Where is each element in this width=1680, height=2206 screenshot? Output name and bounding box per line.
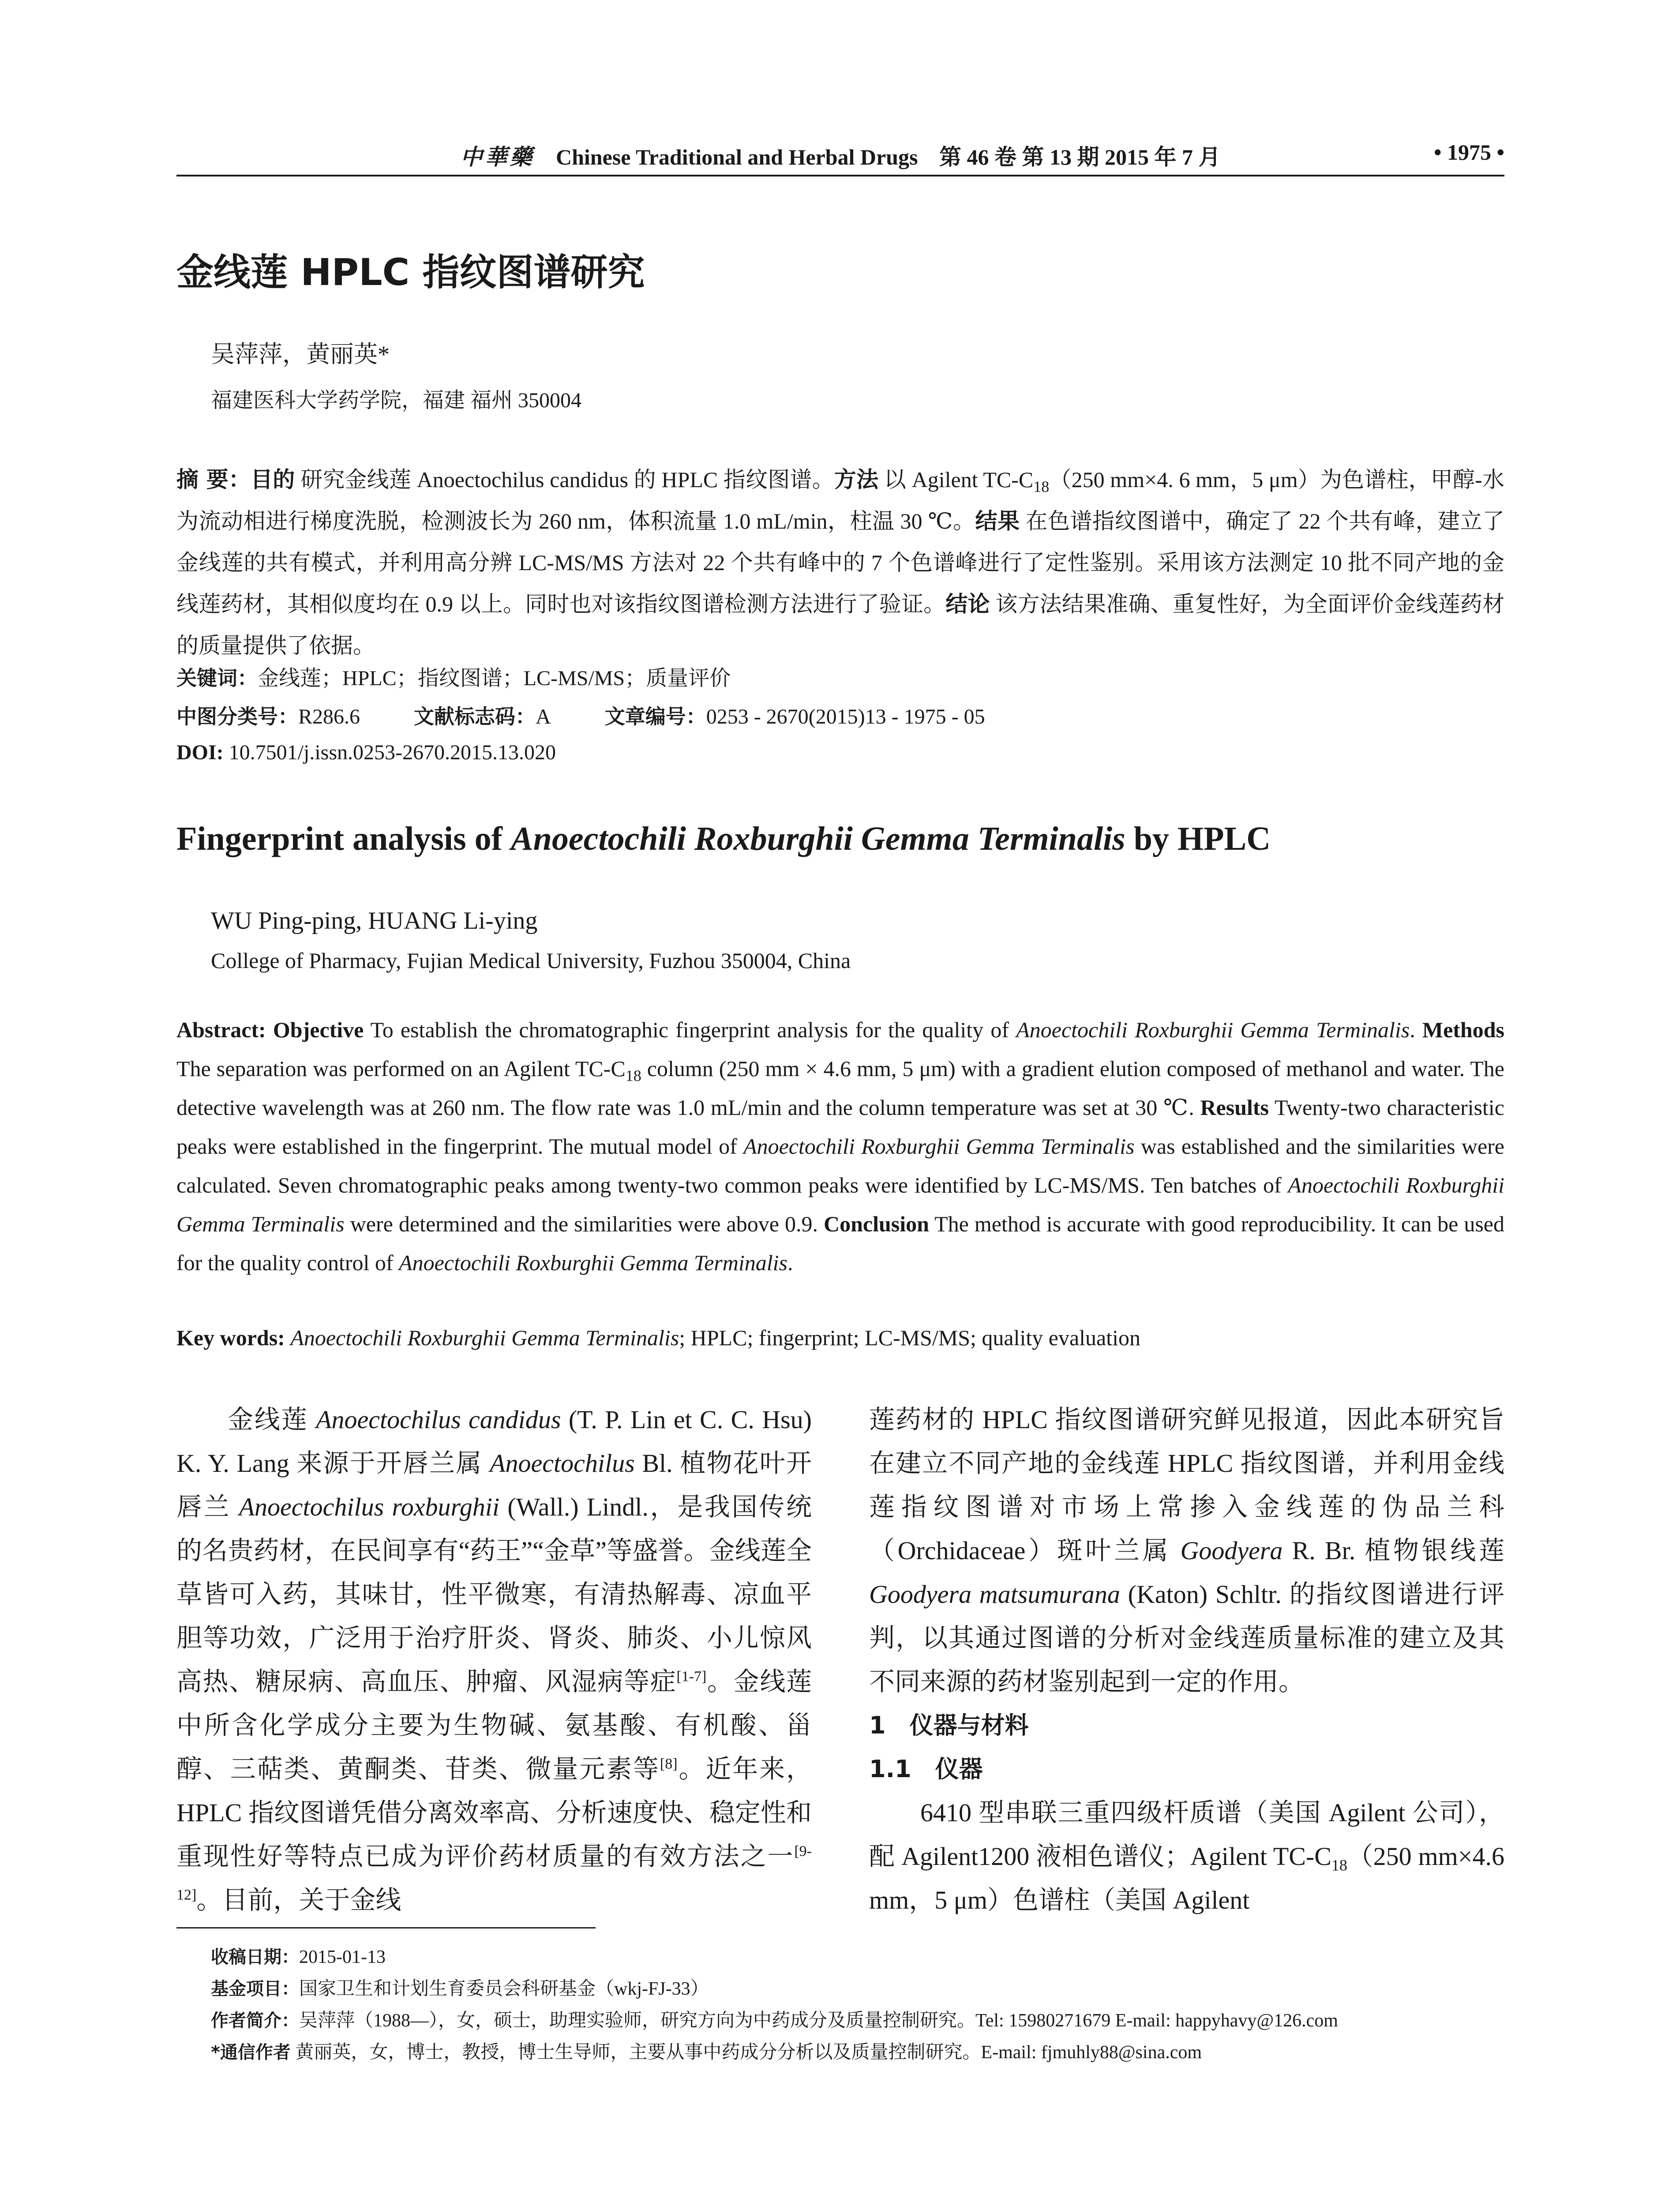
classification-line: [176, 701, 1504, 730]
affiliation-cn: 福建医科大学药学院，福建 福州 350004: [211, 389, 582, 412]
title-en-species: Anoectochili Roxburghii Gemma Terminalis: [510, 820, 1125, 857]
conclusion-label-en: Conclusion: [823, 1212, 929, 1236]
objective-text-en: To establish the chromatographic fingerprint analysis for the quality of: [364, 1017, 1016, 1042]
species-name-en-3: Anoectochili Roxburghii Gemma Terminalis: [176, 1173, 1504, 1236]
species-name-en-2: Anoectochili Roxburghii Gemma Terminalis: [743, 1134, 1135, 1159]
keyword-species-en: Anoectochili Roxburghii Gemma Terminalis: [290, 1325, 679, 1350]
methods-text-en-1: The separation was performed on an Agilent TC-C: [176, 1056, 626, 1081]
instruments-text-2: （250 mm×4.6 mm，5 μm）色谱柱（美国 Agilent: [869, 1842, 1504, 1914]
body-column-left: [176, 1398, 812, 1922]
methods-text-cn-2: （250 mm×4. 6 mm，5 μm）为色谱柱，甲醇-水为流动相进行梯度洗脱，检测波长为 260 nm，体积流量 1.0 mL/min，柱温 30 ℃。: [176, 467, 1504, 533]
footnote-fund: [211, 1973, 1508, 2005]
corresponding-text: 黄丽英，女，博士，教授，博士生导师，主要从事中药成分分析以及质量控制研究。E-mail: fjmuhly88@sina.com: [290, 2042, 1202, 2063]
journal-logo-cn: 中華藥: [460, 145, 535, 169]
footnote-received: [211, 1941, 1508, 1973]
keywords-line-cn: [176, 661, 1504, 691]
abstract-en: Abstract: Objective To establish the chromatographic fingerprint analysis for the quality of Anoectochili Roxburghii Gemma Terminalis. Methods The separation was performed on an Agilent $TC-C_{18}$ column (250 mm × 4.6 mm, 5 μm) with a gradient elution composed of methanol and water. The detective wavelength was at 260 nm. The flow rate was 1.0 mL/min and the column temperature was set at 30 ℃. Results Twenty-two characteristic peaks were established in the fingerprint. The mutual model of Anoectochili Roxburghii Gemma Terminalis was established and the similarities were calculated. Seven chromatographic peaks among twenty-two common peaks were identified by LC-MS/MS. Ten batches of Anoectochili Roxburghii Gemma Terminalis were determined and the similarities were above 0.9. Conclusion The method is accurate with good reproducibility. It can be used for the quality control of Anoectochili Roxburghii Gemma Terminalis.: [176, 1017, 1504, 1275]
results-text-en-3: were determined and the similarities were above 0.9.: [344, 1212, 824, 1236]
footnote-divider: [176, 1927, 596, 1928]
issue-info: 第 46 卷 第 13 期 2015 年 7 月: [939, 145, 1221, 169]
genus-goodyera: Goodyera: [1180, 1536, 1283, 1565]
page-number: • 1975 •: [1433, 140, 1504, 165]
clc-value: R286.6: [298, 705, 360, 728]
intro-continuation: [869, 1398, 1504, 1703]
doc-code-item: [414, 701, 551, 730]
objective-label-cn: 目的: [251, 467, 295, 492]
results-text-cn: 在色谱指纹图谱中，确定了 22 个共有峰，建立了金线莲的共有模式，并利用高分辨 LC-MS/MS 方法对 22 个共有峰中的 7 个色谱峰进行了定性鉴别。采用该方法测定 10 批不同产地的金线莲药材，其相似度均在 0.9 以上。同时也对该指纹图谱检测方法进行了验证。: [176, 509, 1505, 616]
doc-code-value: A: [536, 705, 551, 728]
intro-text-1: 金线莲: [228, 1405, 316, 1434]
received-label: 收稿日期：: [211, 1947, 299, 1967]
methods-text-cn-1: 以 Agilent TC-C: [878, 467, 1034, 492]
authors-en: WU Ping-ping, HUANG Li-ying: [211, 907, 538, 934]
methods-text-en-2: column (250 mm × 4.6 mm, 5 μm) with a gradient elution composed of methanol and water. The detective wavelength was at 260 nm. The flow rate was 1.0 mL/min and the column temperature was set at 30 ℃.: [176, 1056, 1504, 1120]
keywords-rest-en: ; HPLC; fingerprint; LC-MS/MS; quality evaluation: [679, 1325, 1141, 1350]
fund-text: 国家卫生和计划生育委员会科研基金（wkj-FJ-33）: [299, 1979, 709, 1999]
keywords-line-en: [176, 1325, 1504, 1351]
methods-label-en: Methods: [1422, 1017, 1504, 1042]
species-name-en: Anoectochili Roxburghii Gemma Terminalis: [1016, 1017, 1410, 1042]
doi-label: DOI:: [176, 741, 224, 764]
instruments-subscript: 18: [1331, 1856, 1347, 1874]
title-en-part-1: Fingerprint analysis of: [176, 820, 511, 857]
keywords-cn: 金线莲；HPLC；指纹图谱；LC-MS/MS；质量评价: [258, 667, 731, 690]
abstract-label-cn: 摘 要：: [176, 467, 251, 492]
keywords-label-cn: 关键词：: [176, 666, 258, 690]
conclusion-label-cn: 结论: [945, 591, 990, 617]
keywords-label-en: Key words:: [176, 1325, 285, 1350]
instruments-paragraph: [869, 1791, 1504, 1922]
species-anoectochilus-roxburghii: Anoectochilus roxburghii: [239, 1493, 500, 1521]
intro-cont-text-1: 莲药材的 HPLC 指纹图谱研究鲜见报道，因此本研究旨在建立不同产地的金线莲 HPLC 指纹图谱，并利用金线莲指纹图谱对市场上常掺入金线莲的伪品兰科（Orchidaceae）斑叶兰属: [869, 1405, 1504, 1565]
species-name-en-4: Anoectochili Roxburghii Gemma Terminalis: [399, 1250, 788, 1275]
article-number-label: 文章编号：: [604, 705, 706, 728]
results-label-cn: 结果: [975, 508, 1020, 534]
conclusion-text-en: The method is accurate with good reproducibility. It can be used for the quality control of: [176, 1212, 1504, 1275]
fund-label: 基金项目：: [211, 1979, 299, 1999]
methods-label-cn: 方法: [834, 467, 879, 492]
intro-cont-text-3: (Katon) Schltr. 的指纹图谱进行评判，以其通过图谱的分析对金线莲质量标准的建立及其不同来源的药材鉴别起到一定的作用。: [869, 1580, 1504, 1696]
doi-line: [176, 740, 1504, 765]
corresponding-label: *通信作者: [211, 2042, 291, 2063]
conclusion-text-cn: 该方法结果准确、重复性好，为全面评价金线莲药材的质量提供了依据。: [176, 592, 1505, 658]
results-label-en: Results: [1200, 1095, 1269, 1120]
clc-item: [176, 701, 360, 730]
affiliation-en: College of Pharmacy, Fujian Medical University, Fuzhou 350004, China: [211, 948, 851, 973]
article-title-cn: 金线莲 HPLC 指纹图谱研究: [176, 251, 645, 294]
received-date: 2015-01-13: [299, 1947, 386, 1967]
intro-text-5: 。金线莲中所含化学成分主要为生物碱、氨基酸、有机酸、甾醇、三萜类、黄酮类、苷类、微量元素等: [176, 1667, 812, 1783]
abstract-cn: [176, 459, 1504, 666]
intro-text-6: 。近年来，HPLC 指纹图谱凭借分离效率高、分析速度快、稳定性和重现性好等特点已成为评价药材质量的有效方法之一: [176, 1755, 812, 1871]
article-number-value: 0253 - 2670(2015)13 - 1975 - 05: [706, 705, 985, 728]
intro-text-3: Bl. 植物花叶开唇兰: [176, 1449, 812, 1521]
results-text-en-2: was established and the similarities were calculated. Seven chromatographic peaks among twenty-two common peaks were identified by LC-MS/MS. Ten batches of: [176, 1134, 1504, 1197]
species-goodyera-matsumurana: Goodyera matsumurana: [869, 1580, 1120, 1609]
body-column-right: [869, 1398, 1504, 1922]
footnote-corresponding: [211, 2037, 1508, 2068]
intro-text-7: 。目前，关于金线: [196, 1886, 401, 1914]
section-heading-1: 1 仪器与材料: [869, 1711, 1029, 1739]
doi-value: 10.7501/j.issn.0253-2670.2015.13.020: [223, 741, 556, 764]
methods-subscript-en: 18: [625, 1067, 641, 1084]
footnote-author: [211, 2005, 1508, 2037]
article-number-item: [605, 701, 985, 730]
instruments-text-1: 6410 型串联三重四级杆质谱（美国 Agilent 公司），配 Agilent1200 液相色谱仪；Agilent TC-C: [869, 1798, 1504, 1871]
species-anoectochilus-candidus: Anoectochilus candidus: [316, 1405, 561, 1434]
footnotes: [211, 1941, 1508, 2068]
intro-cont-text-2: R. Br. 植物银线莲: [1282, 1536, 1504, 1565]
intro-text-2: (T. P. Lin et C. C. Hsu) K. Y. Lang 来源于开唇兰属: [176, 1405, 812, 1478]
article-title-en: [176, 820, 1271, 858]
results-text-en-1: Twenty-two characteristic peaks were established in the fingerprint. The mutual model of: [176, 1095, 1504, 1159]
citation-ref-8: [8]: [660, 1756, 678, 1772]
running-header-title: [176, 139, 1504, 171]
genus-anoectochilus: Anoectochilus: [490, 1449, 635, 1478]
doc-code-label: 文献标志码：: [414, 705, 536, 728]
intro-paragraph: [176, 1398, 812, 1922]
intro-text-4: (Wall.) Lindl.，是我国传统的名贵药材，在民间享有“药王”“金草”等盛誉。金线莲全草皆可入药，其味甘，性平微寒，有清热解毒、凉血平胆等功效，广泛用于治疗肝炎、肾炎、肺炎、小儿惊风高热、糖尿病、高血压、肿瘤、风湿病等症: [176, 1493, 812, 1696]
authors-cn: 吴萍萍，黄丽英*: [211, 341, 390, 368]
title-en-part-2: by HPLC: [1125, 820, 1271, 857]
author-bio-label: 作者简介：: [211, 2011, 299, 2031]
methods-subscript-cn: 18: [1033, 478, 1050, 495]
abstract-objective-label-en: Abstract: Objective: [176, 1017, 364, 1042]
objective-text-cn: 研究金线莲 Anoectochilus candidus 的 HPLC 指纹图谱。: [295, 467, 834, 492]
citation-ref-9-12: [9-12]: [176, 1843, 812, 1903]
journal-name-en: Chinese Traditional and Herbal Drugs: [556, 145, 918, 169]
citation-ref-1-7: [1-7]: [676, 1668, 707, 1685]
section-heading-1-1: 1.1 仪器: [869, 1755, 983, 1783]
author-bio-text: 吴萍萍（1988—），女，硕士，助理实验师，研究方向为中药成分及质量控制研究。Tel: 15980271679 E-mail: happyhavy@126.com: [299, 2011, 1338, 2031]
clc-label: 中图分类号：: [176, 705, 298, 728]
running-header: [176, 138, 1504, 176]
